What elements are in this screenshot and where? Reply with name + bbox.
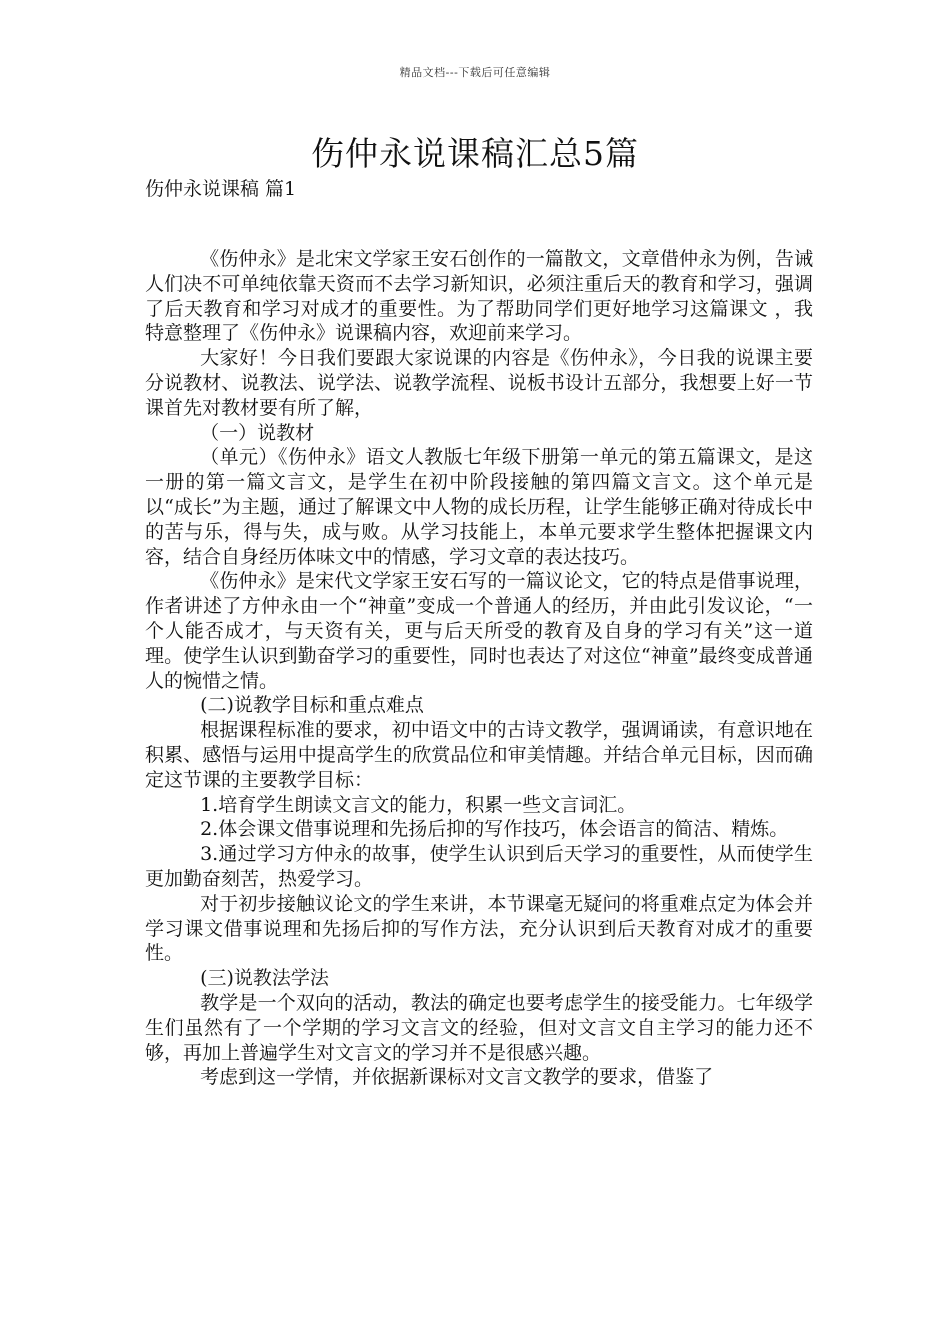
objective-item-3: 3.通过学习方仲永的故事，使学生认识到后天学习的重要性，从而使学生更加勤奋刻苦，热爱学习。: [145, 843, 813, 890]
objective-item-2: 2.体会课文借事说理和先扬后抑的写作技巧，体会语言的简洁、精炼。: [200, 818, 789, 841]
document-title: 伤仲永说课稿汇总5篇: [311, 134, 639, 173]
paragraph-standards: 根据课程标准的要求，初中语文中的古诗文教学，强调诵读，有意识地在积累、感悟与运用中提高学生的欣赏品位和审美情趣。并结合单元目标，因而确定这节课的主要教学目标：: [145, 719, 813, 791]
heading-methods: (三)说教法学法: [200, 967, 329, 990]
paragraph-intro: 《伤仲永》是北宋文学家王安石创作的一篇散文，文章借仲永为例，告诫人们决不可单纯依靠天资而不去学习新知识，必须注重后天的教育和学习，强调了后天教育和学习对成才的重要性。为了帮助同学们更好地学习这篇课文 ，我特意整理了《伤仲永》说课稿内容，欢迎前来学习。: [145, 248, 813, 345]
heading-teaching-material: （一）说教材: [200, 421, 315, 444]
objective-item-1: 1.培育学生朗读文言文的能力，积累一些文言词汇。: [200, 793, 637, 816]
heading-objectives: (二)说教学目标和重点难点: [200, 694, 424, 717]
paragraph-greeting: 大家好！今日我们要跟大家说课的内容是《伤仲永》，今日我的说课主要分说教材、说教法、说学法、说教学流程、说板书设计五部分，我想要上好一节课首先对教材要有所了解，: [145, 347, 813, 419]
paragraph-consideration: 考虑到这一学情，并依据新课标对文言文教学的要求，借鉴了: [200, 1066, 714, 1089]
header-note: 精品文档---下载后可任意编辑: [399, 66, 551, 79]
paragraph-unit: （单元）《伤仲永》语文人教版七年级下册第一单元的第五篇课文，是这一册的第一篇文言文，是学生在初中阶段接触的第四篇文言文。这个单元是以“成长”为主题，通过了解课文中人物的成长历程，让学生能够正确对待成长中的苦与乐，得与失，成与败。从学习技能上，本单元要求学生整体把握课文内容，结合自身经历体味文中的情感，学习文章的表达技巧。: [145, 446, 813, 568]
paragraph-key-difficulties: 对于初步接触议论文的学生来讲，本节课毫无疑问的将重难点定为体会并学习课文借事说理和先扬后抑的写作方法，充分认识到后天教育对成才的重要性。: [145, 892, 813, 965]
document-body: [145, 247, 813, 1090]
paragraph-methods: 教学是一个双向的活动，教法的确定也要考虑学生的接受能力。七年级学生们虽然有了一个学期的学习文言文的经验，但对文言文自主学习的能力还不够，再加上普遍学生对文言文的学习并不是很感兴趣。: [145, 991, 813, 1064]
section-title: 伤仲永说课稿 篇1: [145, 178, 297, 200]
paragraph-text-analysis: 《伤仲永》是宋代文学家王安石写的一篇议论文，它的特点是借事说理，作者讲述了方仲永由一个“神童”变成一个普通人的经历，并由此引发议论，“一个人能否成才，与天资有关，更与后天所受的教育及自身的学习有关”这一道理。使学生认识到勤奋学习的重要性，同时也表达了对这位“神童”最终变成普通人的惋惜之情。: [145, 570, 813, 692]
